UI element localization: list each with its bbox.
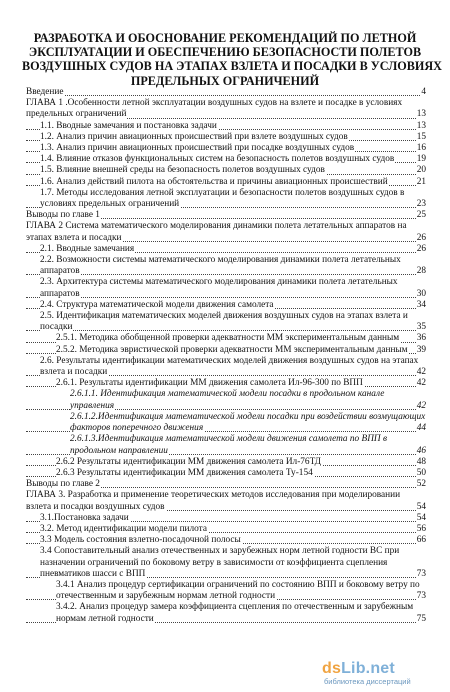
toc-entry-title: Введение (26, 87, 64, 97)
toc-entry[interactable] (26, 311, 426, 333)
toc-entry[interactable] (26, 457, 426, 468)
toc-entry-page-number: 42 (416, 400, 426, 411)
toc-entry[interactable] (26, 479, 426, 490)
toc-entry[interactable] (26, 188, 426, 210)
toc-entry-page-number: 19 (416, 154, 426, 165)
toc-entry[interactable] (26, 87, 426, 98)
toc-entry[interactable] (26, 165, 426, 176)
toc-entry[interactable] (26, 535, 426, 546)
toc-entry-page-number: 13 (416, 109, 426, 120)
toc-entry-title: 2.5.2. Методика эвристической проверки адекватности ММ экспериментальным данным (56, 344, 408, 355)
title-line: ЭКСПЛУАТАЦИИ И ОБЕСПЕЧЕНИЮ БЕЗОПАСНОСТИ ПОЛЕТОВ (28, 45, 422, 60)
toc-entry-title: 1.3. Анализ причин авиационных происшествий при посадке воздушных судов (40, 143, 355, 154)
toc-entry-page-number: 52 (416, 479, 426, 490)
toc-entry-page-number: 4 (421, 87, 426, 97)
toc-entry-page-number: 34 (416, 299, 426, 310)
title-line: ПРЕДЕЛЬНЫХ ОГРАНИЧЕНИЙ (130, 73, 320, 88)
toc-entry[interactable] (26, 513, 426, 524)
toc-entry-title: 2.6.1.3.Идентификация математической модели движения самолета по ВПП в продольном направлении (70, 434, 387, 456)
toc-entry[interactable] (26, 98, 426, 120)
toc-entry-title: ГЛАВА 2 Система математического моделирования динамики полета летательных аппаратов на этапах взлета и посадки (26, 221, 407, 243)
toc-entry-title: 2.6.1.1. Идентификация математической модели посадки в продольном канале управления (70, 389, 385, 411)
toc-entry-title: Выводы по главе 1 (26, 210, 100, 221)
dot-leader (26, 274, 426, 275)
toc-entry[interactable] (26, 490, 426, 512)
toc-entry-title: 3.2. Метод идентификации модели пилота (40, 523, 207, 534)
toc-entry[interactable] (26, 412, 426, 434)
toc-entry[interactable] (26, 602, 426, 624)
toc-entry-page-number: 26 (416, 243, 426, 254)
toc-entry-title: 2.4. Структура математической модели движения самолета (40, 299, 274, 310)
toc-entry[interactable] (26, 143, 426, 154)
toc-entry[interactable] (26, 255, 426, 277)
toc-entry-page-number: 73 (416, 568, 426, 579)
toc-entry-page-number: 54 (416, 501, 426, 512)
toc-entry[interactable] (26, 121, 426, 132)
toc-entry-title: 2.6.2 Результаты идентификации ММ движения самолета Ил-76ТД (56, 456, 322, 467)
toc-entry-title: 2.6. Результаты идентификации математических моделей движения воздушных судов на этапах взлета и посадки (40, 355, 419, 378)
toc-entry-title: 2.1. Вводные замечания (40, 243, 135, 254)
toc-entry-title: 2.3. Архитектура системы математического моделирования динамики полета летательных аппаратов (40, 277, 398, 299)
document-title (22, 31, 442, 88)
dot-leader (26, 297, 426, 298)
toc-entry[interactable] (26, 378, 426, 389)
toc-entry[interactable] (26, 277, 426, 299)
toc-entry-title: 2.6.1. Результаты идентификации ММ движения самолета Ил-96-300 по ВПП (56, 378, 363, 389)
toc-entry-page-number: 54 (416, 512, 426, 523)
toc-entry-page-number: 21 (416, 176, 426, 187)
toc-entry-title: 1.1. Вводные замечания и постановка задачи (40, 120, 217, 131)
toc-entry-title: 2.6.3 Результаты идентификации ММ движения самолета Ту-154 (56, 467, 313, 478)
toc-entry[interactable] (26, 300, 426, 311)
toc-entry-title: 1.4. Влияние отказов функциональных систем на безопасность полетов воздушных судов (40, 154, 395, 165)
toc-entry-page-number: 26 (416, 232, 426, 243)
toc-entry-page-number: 30 (416, 288, 426, 299)
toc-entry-page-number: 16 (416, 143, 426, 154)
toc-entry[interactable] (26, 221, 426, 243)
toc-entry-title: ГЛАВА 1 .Особенности летной эксплуатации воздушных судов на взлете и посадке в условиях предельных ограничений (26, 98, 403, 120)
toc-entry-title: 2.6.1.2.Идентификация математической модели посадки при воздействии возмущающих факторов поперечного движения (70, 411, 426, 434)
toc-entry-page-number: 73 (416, 591, 426, 602)
toc-entry-page-number: 48 (416, 456, 426, 467)
toc-entry-title: 3.3 Модель состояния взлетно-посадочной полосы (40, 535, 241, 546)
toc-entry[interactable] (26, 389, 426, 411)
toc-entry[interactable] (26, 524, 426, 535)
toc-entry[interactable] (26, 244, 426, 255)
toc-entry-title: Выводы по главе 2 (26, 479, 100, 490)
dot-leader (26, 95, 426, 96)
toc-entry-title: ГЛАВА 3. Разработка и применение теоретических методов исследования при моделировании взлета и посадки воздушных судов (26, 490, 401, 512)
toc-entry-page-number: 39 (416, 344, 426, 355)
toc-entry-page-number: 20 (416, 165, 426, 176)
toc-entry-page-number: 46 (416, 445, 426, 456)
toc-entry-page-number: 25 (416, 210, 426, 221)
toc-entry-title: 1.6. Анализ действий пилота на обстоятельства и причины авиационных происшествий (40, 176, 388, 187)
dot-leader (26, 330, 426, 331)
toc-entry-title: 3.4 Сопоставительный анализ отечественных и зарубежных норм летной годности ВС при назначении ограничений по боковому ветру в зависимости от коэффициента сцепления пневматиков шасси с ВПП (40, 546, 400, 579)
toc-entry-page-number: 50 (416, 467, 426, 478)
toc-entry[interactable] (26, 210, 426, 221)
toc-entry[interactable] (26, 345, 426, 356)
dslib-subtitle: библиотека диссертаций (324, 677, 411, 686)
toc-entry-page-number: 56 (416, 523, 426, 534)
toc-entry-page-number: 23 (416, 199, 426, 210)
title-line: ВОЗДУШНЫХ СУДОВ НА ЭТАПАХ ВЗЛЕТА И ПОСАДКИ В УСЛОВИЯХ (22, 59, 442, 74)
toc-entry[interactable] (26, 154, 426, 165)
toc-entry-page-number: 35 (416, 322, 426, 333)
toc-entry[interactable] (26, 333, 426, 344)
toc-entry[interactable] (26, 580, 426, 602)
toc-entry-title: 2.5. Идентификация математических моделей движения воздушных судов на этапах взлета и посадки (40, 311, 408, 333)
toc-entry[interactable] (26, 468, 426, 479)
toc-entry-title: 2.5.1. Методика обобщенной проверки адекватности ММ экспериментальным данным (56, 333, 400, 344)
toc-entry-page-number: 66 (416, 535, 426, 546)
toc-entry-title: 3.1.Постановка задачи (40, 512, 129, 523)
table-of-contents (26, 87, 426, 625)
toc-entry-page-number: 13 (416, 120, 426, 131)
toc-entry-title: 2.2. Возможности системы математического моделирования динамики полета летательных аппаратов (40, 255, 401, 277)
title-line: РАЗРАБОТКА И ОБОСНОВАНИЕ РЕКОМЕНДАЦИЙ ПО ЛЕТНОЙ (33, 31, 417, 45)
toc-entry-page-number: 36 (416, 333, 426, 344)
toc-entry-title: 1.5. Влияние внешней среды на безопасность полетов воздушных судов (40, 165, 325, 176)
toc-entry-title: 1.7. Методы исследования летной эксплуатации и безопасности полетов воздушных судов в условиях предельных ограничений (40, 187, 405, 210)
toc-entry-page-number: 44 (416, 423, 426, 434)
toc-entry[interactable] (26, 132, 426, 143)
toc-entry[interactable] (26, 434, 426, 456)
toc-entry-page-number: 42 (416, 378, 426, 389)
toc-entry-title: 3.4.1 Анализ процедур сертификации ограничений по состоянию ВПП и боковому ветру по отечественным и зарубежным нормам летной годности (56, 579, 420, 602)
toc-entry[interactable] (26, 177, 426, 188)
toc-entry-page-number: 75 (416, 613, 426, 624)
dslib-watermark (322, 660, 442, 686)
toc-entry[interactable] (26, 356, 426, 378)
dslib-logo: dsLib.net (322, 660, 395, 677)
toc-entry-title: 3.4.2. Анализ процедур замера коэффициента сцепления по отечественным и зарубежным нормам летной годности (56, 602, 414, 624)
toc-entry-page-number: 42 (416, 367, 426, 378)
toc-entry[interactable] (26, 546, 426, 580)
toc-entry-page-number: 28 (416, 266, 426, 277)
toc-entry-page-number: 15 (416, 131, 426, 142)
toc-entry-title: 1.2. Анализ причин авиационных происшествий при взлете воздушных судов (40, 131, 348, 142)
